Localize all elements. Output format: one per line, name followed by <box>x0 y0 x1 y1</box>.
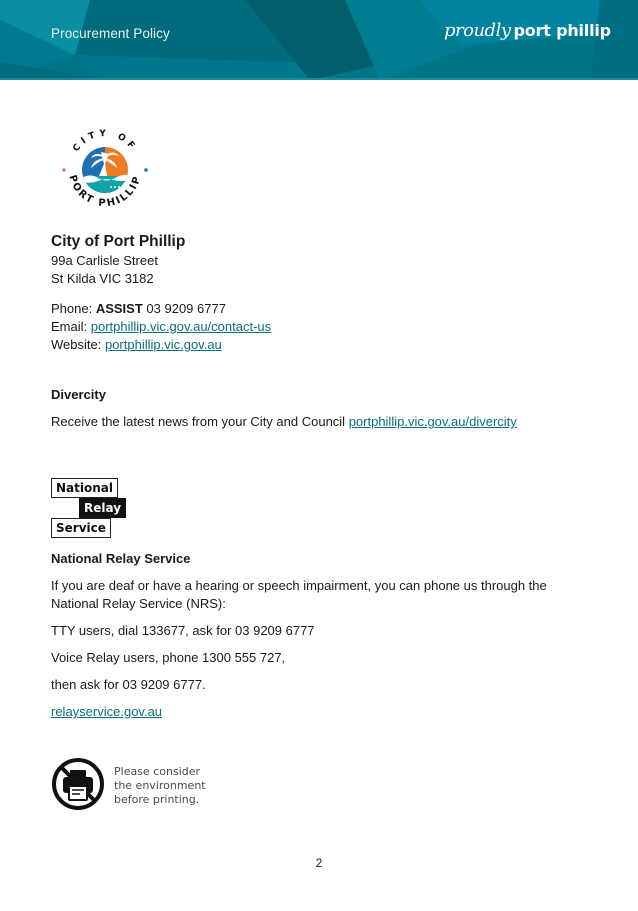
nrs-voice: Voice Relay users, phone 1300 555 727, <box>51 650 286 665</box>
document-title: Procurement Policy <box>51 26 170 41</box>
divercity-body: Receive the latest news from your City and Council <box>51 414 349 429</box>
contact-details <box>51 300 591 354</box>
nrs-section <box>51 550 591 730</box>
page-number: 2 <box>315 856 323 870</box>
nrs-intro: If you are deaf or have a hearing or speech impairment, you can phone us through the National Relay Service (NRS): <box>51 578 547 611</box>
logo-bottom-text: PORT PHILLIP <box>66 173 144 210</box>
print-notice-text <box>114 765 206 807</box>
phone-number: 03 9209 6777 <box>142 301 226 316</box>
divercity-text <box>51 413 591 431</box>
brand-script: proudly <box>444 20 511 41</box>
brand-word: port phillip <box>513 21 611 40</box>
print-notice-line-3: before printing. <box>114 793 200 806</box>
email-label: Email: <box>51 319 91 334</box>
nrs-heading: National Relay Service <box>51 551 191 566</box>
address-line-2: St Kilda VIC 3182 <box>51 271 154 286</box>
brand-logo <box>444 20 611 41</box>
contact-section <box>51 232 591 431</box>
nrs-tty: TTY users, dial 133677, ask for 03 9209 6777 <box>51 623 315 638</box>
nrs-logo-relay: Relay <box>79 498 126 518</box>
city-logo-icon <box>55 118 155 218</box>
page-header <box>0 0 638 80</box>
website-label: Website: <box>51 337 105 352</box>
no-printing-icon <box>51 757 107 813</box>
phone-assist: ASSIST <box>95 301 143 316</box>
header-rule <box>0 78 638 80</box>
nrs-link[interactable]: relayservice.gov.au <box>51 704 163 719</box>
nrs-logo-service: Service <box>51 518 111 538</box>
print-notice-line-2: the environment <box>114 779 206 792</box>
print-notice-line-1: Please consider <box>114 765 201 778</box>
address <box>51 252 591 288</box>
divercity-link[interactable]: portphillip.vic.gov.au/divercity <box>348 414 517 429</box>
email-link[interactable]: portphillip.vic.gov.au/contact-us <box>90 319 272 334</box>
org-name: City of Port Phillip <box>51 233 186 250</box>
nrs-then: then ask for 03 9209 6777. <box>51 677 206 692</box>
national-relay-service-logo <box>51 478 131 540</box>
phone-label: Phone: <box>51 301 96 316</box>
nrs-logo-national: National <box>51 478 118 498</box>
website-link[interactable]: portphillip.vic.gov.au <box>104 337 222 352</box>
city-of-port-phillip-logo <box>55 118 155 218</box>
print-notice <box>51 757 221 813</box>
address-line-1: 99a Carlisle Street <box>51 253 158 268</box>
divercity-heading: Divercity <box>51 387 106 402</box>
logo-top-text: CITY OF <box>71 128 139 154</box>
